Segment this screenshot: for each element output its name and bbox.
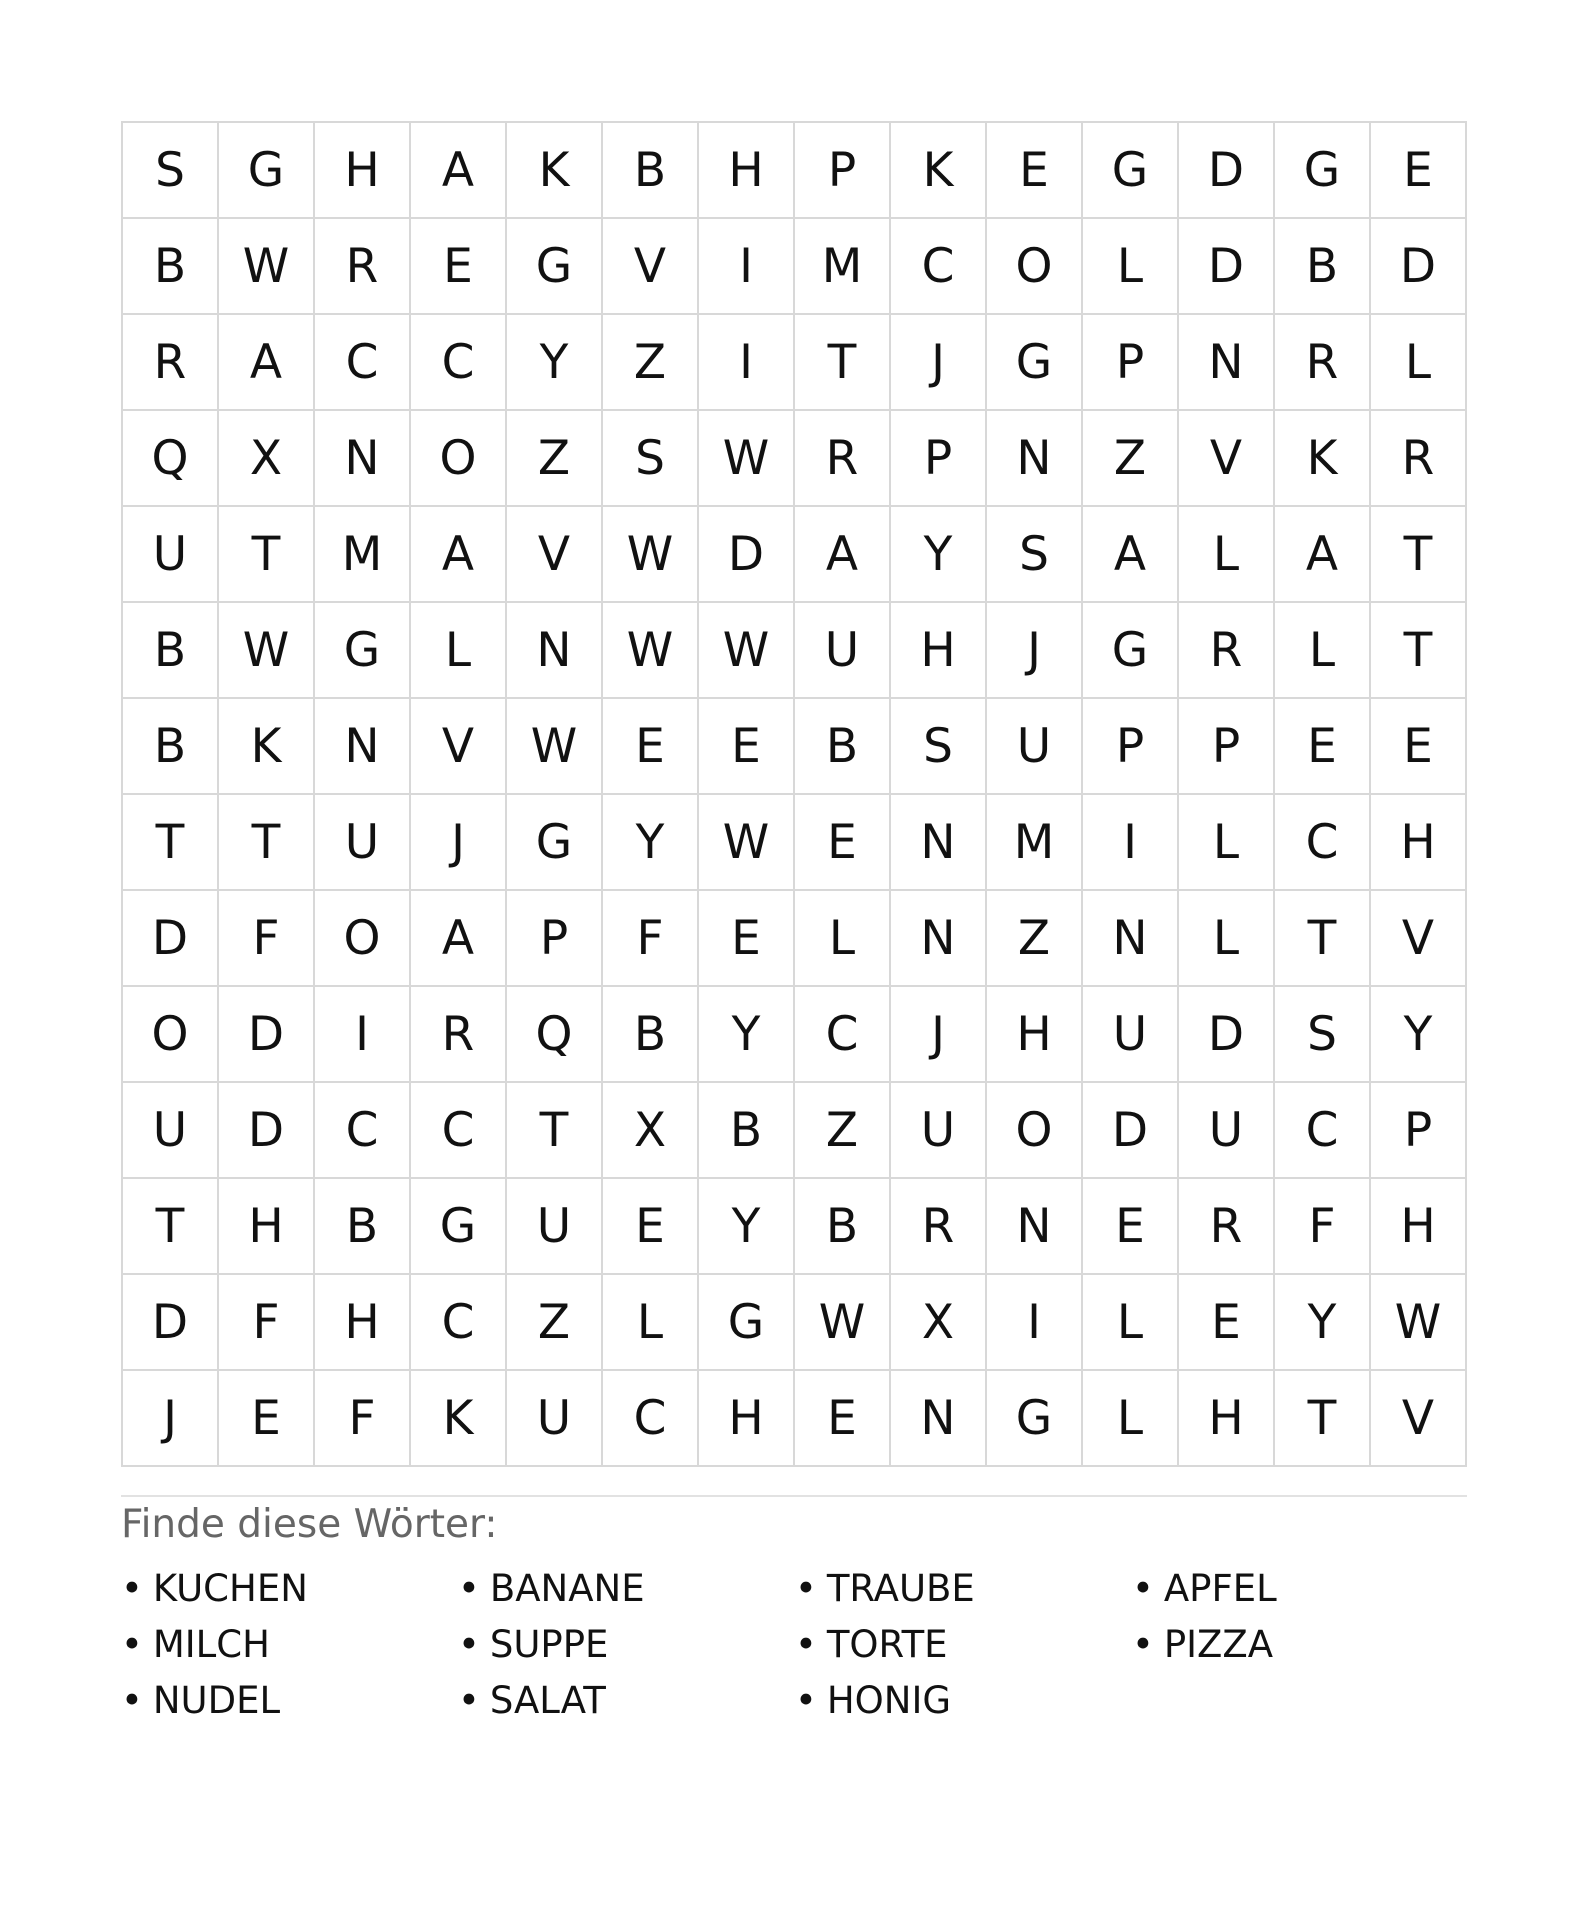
grid-cell[interactable]: H [1371, 795, 1467, 891]
grid-cell[interactable]: H [219, 1179, 315, 1275]
word-label: KUCHEN [152, 1567, 308, 1610]
grid-cell[interactable]: D [1179, 123, 1275, 219]
grid-cell[interactable]: N [315, 411, 411, 507]
grid-cell[interactable]: M [315, 507, 411, 603]
grid-cell[interactable]: G [699, 1275, 795, 1371]
grid-cell[interactable]: W [699, 411, 795, 507]
grid-cell[interactable]: Q [123, 411, 219, 507]
bullet-icon: • [121, 1623, 143, 1666]
grid-cell[interactable]: F [219, 891, 315, 987]
grid-cell[interactable]: H [1371, 1179, 1467, 1275]
word-list [121, 1561, 1467, 1729]
grid-cell[interactable]: L [1275, 603, 1371, 699]
grid-cell[interactable]: J [411, 795, 507, 891]
grid-cell[interactable]: H [987, 987, 1083, 1083]
grid-cell[interactable]: B [699, 1083, 795, 1179]
grid-cell[interactable]: N [987, 1179, 1083, 1275]
grid-cell[interactable]: H [315, 1275, 411, 1371]
grid-cell[interactable]: T [219, 795, 315, 891]
grid-cell[interactable]: P [507, 891, 603, 987]
grid-cell[interactable]: G [1083, 123, 1179, 219]
word-list-item [1132, 1617, 1469, 1673]
grid-cell[interactable]: J [891, 315, 987, 411]
grid-cell[interactable]: P [1371, 1083, 1467, 1179]
word-list-item [121, 1673, 458, 1729]
grid-cell[interactable]: Z [795, 1083, 891, 1179]
letter-grid [121, 121, 1467, 1467]
word-label: TORTE [826, 1623, 948, 1666]
grid-cell[interactable]: B [123, 699, 219, 795]
grid-cell[interactable]: L [795, 891, 891, 987]
grid-cell[interactable]: I [699, 219, 795, 315]
grid-cell[interactable]: E [795, 1371, 891, 1467]
grid-cell[interactable]: B [795, 699, 891, 795]
grid-cell[interactable]: N [891, 891, 987, 987]
grid-cell[interactable]: G [315, 603, 411, 699]
grid-cell[interactable]: G [507, 219, 603, 315]
grid-cell[interactable]: B [123, 603, 219, 699]
word-list-item [121, 1617, 458, 1673]
grid-cell[interactable]: J [891, 987, 987, 1083]
grid-cell[interactable]: U [1083, 987, 1179, 1083]
grid-cell[interactable]: N [891, 795, 987, 891]
bullet-icon: • [1132, 1567, 1154, 1610]
grid-cell[interactable]: Z [507, 411, 603, 507]
grid-cell[interactable]: E [1179, 1275, 1275, 1371]
grid-cell[interactable]: L [1371, 315, 1467, 411]
grid-cell[interactable]: W [507, 699, 603, 795]
grid-cell[interactable]: U [1179, 1083, 1275, 1179]
word-label: HONIG [826, 1679, 952, 1722]
grid-cell[interactable]: G [411, 1179, 507, 1275]
grid-cell[interactable]: T [1371, 603, 1467, 699]
grid-cell[interactable]: Y [891, 507, 987, 603]
grid-cell[interactable]: R [315, 219, 411, 315]
grid-cell[interactable]: C [315, 315, 411, 411]
grid-cell[interactable]: V [411, 699, 507, 795]
word-label: MILCH [152, 1623, 270, 1666]
grid-cell[interactable]: I [1083, 795, 1179, 891]
grid-cell[interactable]: R [795, 411, 891, 507]
grid-cell[interactable]: N [1083, 891, 1179, 987]
grid-cell[interactable]: V [1371, 891, 1467, 987]
grid-cell[interactable]: P [891, 411, 987, 507]
grid-cell[interactable]: U [507, 1179, 603, 1275]
word-label: APFEL [1163, 1567, 1277, 1610]
grid-cell[interactable]: V [1179, 411, 1275, 507]
grid-cell[interactable]: E [603, 1179, 699, 1275]
grid-cell[interactable]: L [1179, 891, 1275, 987]
grid-cell[interactable]: E [603, 699, 699, 795]
grid-cell[interactable]: P [795, 123, 891, 219]
grid-cell[interactable]: Z [603, 315, 699, 411]
grid-cell[interactable]: W [699, 603, 795, 699]
grid-cell[interactable]: E [699, 699, 795, 795]
grid-cell[interactable]: N [891, 1371, 987, 1467]
grid-cell[interactable]: H [891, 603, 987, 699]
grid-cell[interactable]: R [1275, 315, 1371, 411]
grid-cell[interactable]: R [891, 1179, 987, 1275]
grid-cell[interactable]: V [507, 507, 603, 603]
word-label: TRAUBE [826, 1567, 975, 1610]
grid-cell[interactable]: E [699, 891, 795, 987]
grid-cell[interactable]: G [1083, 603, 1179, 699]
word-list-item [795, 1617, 1132, 1673]
grid-cell[interactable]: W [219, 603, 315, 699]
word-list-item [458, 1561, 795, 1617]
grid-cell[interactable]: A [1275, 507, 1371, 603]
word-label: SALAT [489, 1679, 606, 1722]
grid-cell[interactable]: N [315, 699, 411, 795]
grid-cell[interactable]: D [699, 507, 795, 603]
grid-cell[interactable]: V [603, 219, 699, 315]
grid-cell[interactable]: D [1371, 219, 1467, 315]
grid-cell[interactable]: O [411, 411, 507, 507]
grid-cell[interactable]: E [795, 795, 891, 891]
grid-cell[interactable]: T [1275, 891, 1371, 987]
grid-cell[interactable]: D [1179, 987, 1275, 1083]
grid-cell[interactable]: A [219, 315, 315, 411]
grid-cell[interactable]: T [1371, 507, 1467, 603]
grid-cell[interactable]: E [1371, 699, 1467, 795]
grid-cell[interactable]: B [603, 987, 699, 1083]
grid-cell[interactable]: L [1179, 795, 1275, 891]
word-label: NUDEL [152, 1679, 281, 1722]
grid-cell[interactable]: L [1083, 219, 1179, 315]
grid-cell[interactable]: L [603, 1275, 699, 1371]
grid-cell[interactable]: K [219, 699, 315, 795]
grid-cell[interactable]: C [315, 1083, 411, 1179]
grid-cell[interactable]: G [507, 795, 603, 891]
bullet-icon: • [458, 1679, 480, 1722]
bullet-icon: • [795, 1567, 817, 1610]
grid-cell[interactable]: K [891, 123, 987, 219]
grid-cell[interactable]: C [603, 1371, 699, 1467]
grid-cell[interactable]: R [1179, 603, 1275, 699]
grid-cell[interactable]: B [1275, 219, 1371, 315]
grid-cell[interactable]: R [123, 315, 219, 411]
grid-cell[interactable]: A [411, 891, 507, 987]
grid-cell[interactable]: G [219, 123, 315, 219]
grid-cell[interactable]: F [1275, 1179, 1371, 1275]
grid-cell[interactable]: U [795, 603, 891, 699]
grid-cell[interactable]: I [699, 315, 795, 411]
grid-cell[interactable]: W [699, 795, 795, 891]
word-label: SUPPE [489, 1623, 609, 1666]
grid-cell[interactable]: N [507, 603, 603, 699]
grid-cell[interactable]: O [315, 891, 411, 987]
grid-cell[interactable]: H [699, 123, 795, 219]
grid-cell[interactable]: G [987, 315, 1083, 411]
grid-cell[interactable]: Y [507, 315, 603, 411]
grid-cell[interactable]: H [1179, 1371, 1275, 1467]
grid-cell[interactable]: W [603, 603, 699, 699]
grid-cell[interactable]: M [795, 219, 891, 315]
grid-cell[interactable]: E [1275, 699, 1371, 795]
grid-cell[interactable]: F [219, 1275, 315, 1371]
word-list-item [1132, 1561, 1469, 1617]
grid-cell[interactable]: T [507, 1083, 603, 1179]
grid-cell[interactable]: T [219, 507, 315, 603]
bullet-icon: • [121, 1567, 143, 1610]
grid-cell[interactable]: L [1083, 1275, 1179, 1371]
grid-cell[interactable]: O [123, 987, 219, 1083]
grid-cell[interactable]: C [411, 1083, 507, 1179]
grid-cell[interactable]: C [891, 219, 987, 315]
grid-cell[interactable]: T [795, 315, 891, 411]
grid-cell[interactable]: D [123, 891, 219, 987]
grid-cell[interactable]: A [795, 507, 891, 603]
grid-cell[interactable]: U [123, 507, 219, 603]
grid-cell[interactable]: S [1275, 987, 1371, 1083]
grid-cell[interactable]: S [603, 411, 699, 507]
grid-cell[interactable]: C [795, 987, 891, 1083]
grid-cell[interactable]: U [315, 795, 411, 891]
grid-cell[interactable]: Q [507, 987, 603, 1083]
grid-cell[interactable]: X [891, 1275, 987, 1371]
grid-cell[interactable]: Y [699, 987, 795, 1083]
grid-cell[interactable]: G [987, 1371, 1083, 1467]
grid-cell[interactable]: F [315, 1371, 411, 1467]
grid-cell[interactable]: U [123, 1083, 219, 1179]
bullet-icon: • [795, 1623, 817, 1666]
grid-cell[interactable]: P [1083, 315, 1179, 411]
grid-cell[interactable]: C [1275, 1083, 1371, 1179]
grid-cell[interactable]: A [1083, 507, 1179, 603]
grid-cell[interactable]: E [219, 1371, 315, 1467]
grid-cell[interactable]: H [315, 123, 411, 219]
grid-cell[interactable]: E [987, 123, 1083, 219]
grid-cell[interactable]: Y [699, 1179, 795, 1275]
grid-cell[interactable]: P [1083, 699, 1179, 795]
bullet-icon: • [458, 1567, 480, 1610]
bullet-icon: • [121, 1679, 143, 1722]
grid-cell[interactable]: O [987, 1083, 1083, 1179]
grid-cell[interactable]: E [1371, 123, 1467, 219]
word-list-item [795, 1673, 1132, 1729]
grid-cell[interactable]: X [219, 411, 315, 507]
grid-cell[interactable]: R [411, 987, 507, 1083]
grid-cell[interactable]: Y [1371, 987, 1467, 1083]
grid-cell[interactable]: I [315, 987, 411, 1083]
grid-cell[interactable]: S [987, 507, 1083, 603]
grid-cell[interactable]: W [795, 1275, 891, 1371]
grid-cell[interactable]: W [1371, 1275, 1467, 1371]
grid-cell[interactable]: N [987, 411, 1083, 507]
grid-cell[interactable]: N [1179, 315, 1275, 411]
grid-cell[interactable]: E [411, 219, 507, 315]
grid-cell[interactable]: S [891, 699, 987, 795]
bullet-icon: • [1132, 1623, 1154, 1666]
grid-cell[interactable]: A [411, 123, 507, 219]
grid-cell[interactable]: I [987, 1275, 1083, 1371]
grid-cell[interactable]: C [411, 1275, 507, 1371]
grid-cell[interactable]: Z [507, 1275, 603, 1371]
grid-cell[interactable]: O [987, 219, 1083, 315]
grid-cell[interactable]: H [699, 1371, 795, 1467]
grid-cell[interactable]: L [1083, 1371, 1179, 1467]
word-label: BANANE [489, 1567, 645, 1610]
grid-cell[interactable]: D [219, 1083, 315, 1179]
word-list-item [458, 1617, 795, 1673]
grid-cell[interactable]: T [123, 795, 219, 891]
grid-cell[interactable]: W [603, 507, 699, 603]
word-list-item [458, 1673, 795, 1729]
grid-cell[interactable]: R [1371, 411, 1467, 507]
grid-cell[interactable]: U [987, 699, 1083, 795]
word-list-title: Finde diese Wörter: [121, 1502, 498, 1547]
grid-cell[interactable]: A [411, 507, 507, 603]
grid-cell[interactable]: K [411, 1371, 507, 1467]
grid-cell[interactable]: M [987, 795, 1083, 891]
grid-cell[interactable]: Y [603, 795, 699, 891]
divider [121, 1495, 1467, 1497]
grid-cell[interactable]: Z [1083, 411, 1179, 507]
grid-cell[interactable]: K [507, 123, 603, 219]
bullet-icon: • [458, 1623, 480, 1666]
grid-cell[interactable]: L [1179, 507, 1275, 603]
grid-cell[interactable]: B [123, 219, 219, 315]
grid-cell[interactable]: C [1275, 795, 1371, 891]
grid-cell[interactable]: Z [987, 891, 1083, 987]
grid-cell[interactable]: Y [1275, 1275, 1371, 1371]
word-list-item [795, 1561, 1132, 1617]
grid-cell[interactable]: B [795, 1179, 891, 1275]
grid-cell[interactable]: W [219, 219, 315, 315]
grid-cell[interactable]: B [603, 123, 699, 219]
grid-cell[interactable]: C [411, 315, 507, 411]
word-list-item [121, 1561, 458, 1617]
grid-cell[interactable]: D [1179, 219, 1275, 315]
word-label: PIZZA [1163, 1623, 1274, 1666]
grid-cell[interactable]: U [507, 1371, 603, 1467]
grid-cell[interactable]: T [1275, 1371, 1371, 1467]
grid-cell[interactable]: D [1083, 1083, 1179, 1179]
grid-cell[interactable]: R [1179, 1179, 1275, 1275]
bullet-icon: • [795, 1679, 817, 1722]
grid-cell[interactable]: V [1371, 1371, 1467, 1467]
grid-cell[interactable]: B [315, 1179, 411, 1275]
grid-cell[interactable]: T [123, 1179, 219, 1275]
grid-cell[interactable]: D [123, 1275, 219, 1371]
grid-cell[interactable]: J [123, 1371, 219, 1467]
grid-cell[interactable]: P [1179, 699, 1275, 795]
grid-cell[interactable]: K [1275, 411, 1371, 507]
grid-cell[interactable]: E [1083, 1179, 1179, 1275]
grid-cell[interactable]: F [603, 891, 699, 987]
word-search-puzzle [121, 121, 1467, 1729]
grid-cell[interactable]: L [411, 603, 507, 699]
grid-cell[interactable]: J [987, 603, 1083, 699]
grid-cell[interactable]: D [219, 987, 315, 1083]
grid-cell[interactable]: U [891, 1083, 987, 1179]
grid-cell[interactable]: S [123, 123, 219, 219]
grid-cell[interactable]: G [1275, 123, 1371, 219]
grid-cell[interactable]: X [603, 1083, 699, 1179]
